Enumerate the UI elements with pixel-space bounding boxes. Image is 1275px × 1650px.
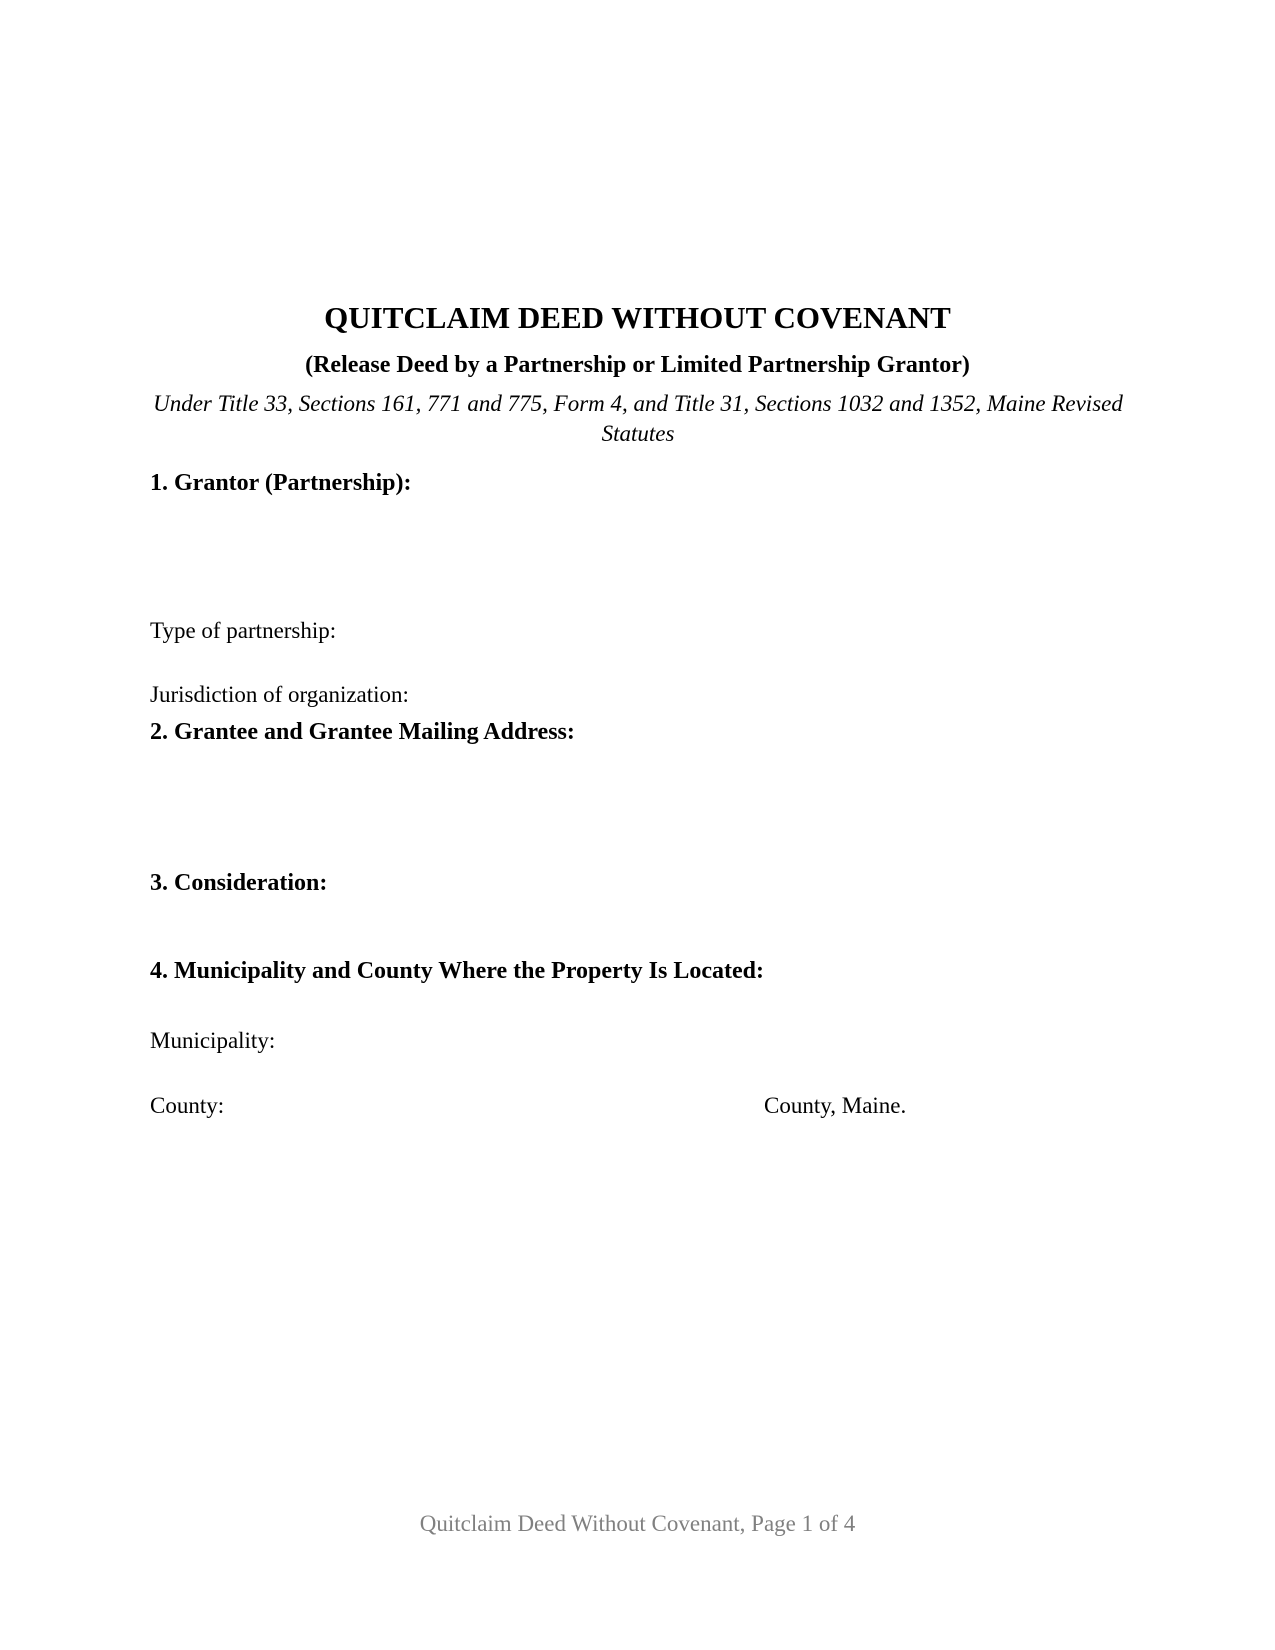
municipality-label: Municipality:	[150, 1028, 276, 1053]
statute-reference: Under Title 33, Sections 161, 771 and 775, Form 4, and Title 31, Sections 1032 and 1352, Maine Revised Statutes	[153, 391, 1123, 446]
page-footer: Quitclaim Deed Without Covenant, Page 1 of 4	[419, 1511, 856, 1536]
county-maine-suffix: County, Maine.	[764, 1093, 907, 1118]
partnership-type-label: Type of partnership:	[150, 618, 337, 643]
document-title: QUITCLAIM DEED WITHOUT COVENANT	[324, 300, 951, 335]
document-subtitle: (Release Deed by a Partnership or Limited Partnership Grantor)	[305, 352, 970, 378]
grantor-heading: 1. Grantor (Partnership):	[150, 470, 412, 496]
jurisdiction-label: Jurisdiction of organization:	[150, 682, 409, 707]
consideration-heading: 3. Consideration:	[150, 870, 328, 896]
location-heading: 4. Municipality and County Where the Property Is Located:	[150, 958, 765, 984]
county-label: County:	[150, 1093, 225, 1118]
grantee-heading: 2. Grantee and Grantee Mailing Address:	[150, 719, 575, 745]
